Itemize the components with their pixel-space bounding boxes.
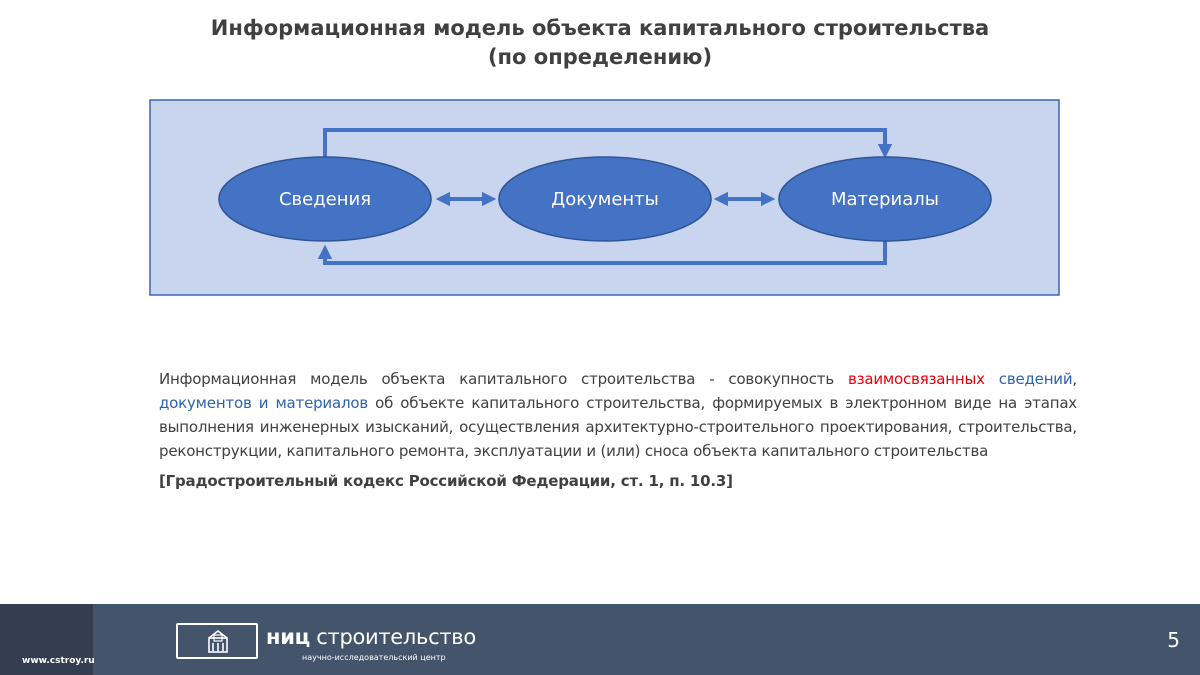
definition-highlight-interrelated: взаимосвязанных — [847, 370, 985, 388]
company-name-bold: ниц — [266, 625, 310, 649]
slide-title-line2: (по определению) — [487, 45, 713, 69]
node-materialy-label: Материалы — [831, 189, 939, 210]
definition-part1: Информационная модель объекта капитального строительства - совокупность — [159, 370, 848, 388]
company-logo — [176, 623, 258, 659]
company-name — [266, 625, 476, 649]
definition-highlight-information: сведений — [984, 370, 1073, 388]
footer-left-block — [0, 604, 93, 675]
node-svedeniya-label: Сведения — [278, 189, 372, 210]
node-dokumenty — [499, 157, 711, 241]
node-svedeniya — [219, 157, 431, 241]
source-citation: [Градостроительный кодекс Российской Федерации, ст. 1, п. 10.3] — [159, 472, 733, 490]
footer-bar — [0, 604, 1200, 675]
definition-highlight-documents-materials: документов и материалов — [159, 394, 368, 412]
definition-part2: об объекте капитального строительства, формируемых в электронном виде на этапах выполнения инженерных изысканий, осуществления архитектурно-строительного проектирования, строительства, реконструкции, капитального ремонта, эксплуатации и (или) сноса объекта капитального строительства — [159, 394, 1077, 460]
slide-title-line1: Информационная модель объекта капитального строительства — [210, 16, 990, 40]
page-number: 5 — [1167, 628, 1180, 652]
company-tagline: научно-исследовательский центр — [302, 653, 446, 662]
definition-comma: , — [1072, 370, 1077, 388]
definition-text — [159, 367, 1077, 463]
node-dokumenty-label: Документы — [551, 189, 659, 210]
footer-site-link[interactable]: www.cstroy.ru — [22, 656, 95, 666]
node-materialy — [779, 157, 991, 241]
building-icon — [207, 629, 229, 655]
company-name-rest: строительство — [309, 625, 476, 649]
